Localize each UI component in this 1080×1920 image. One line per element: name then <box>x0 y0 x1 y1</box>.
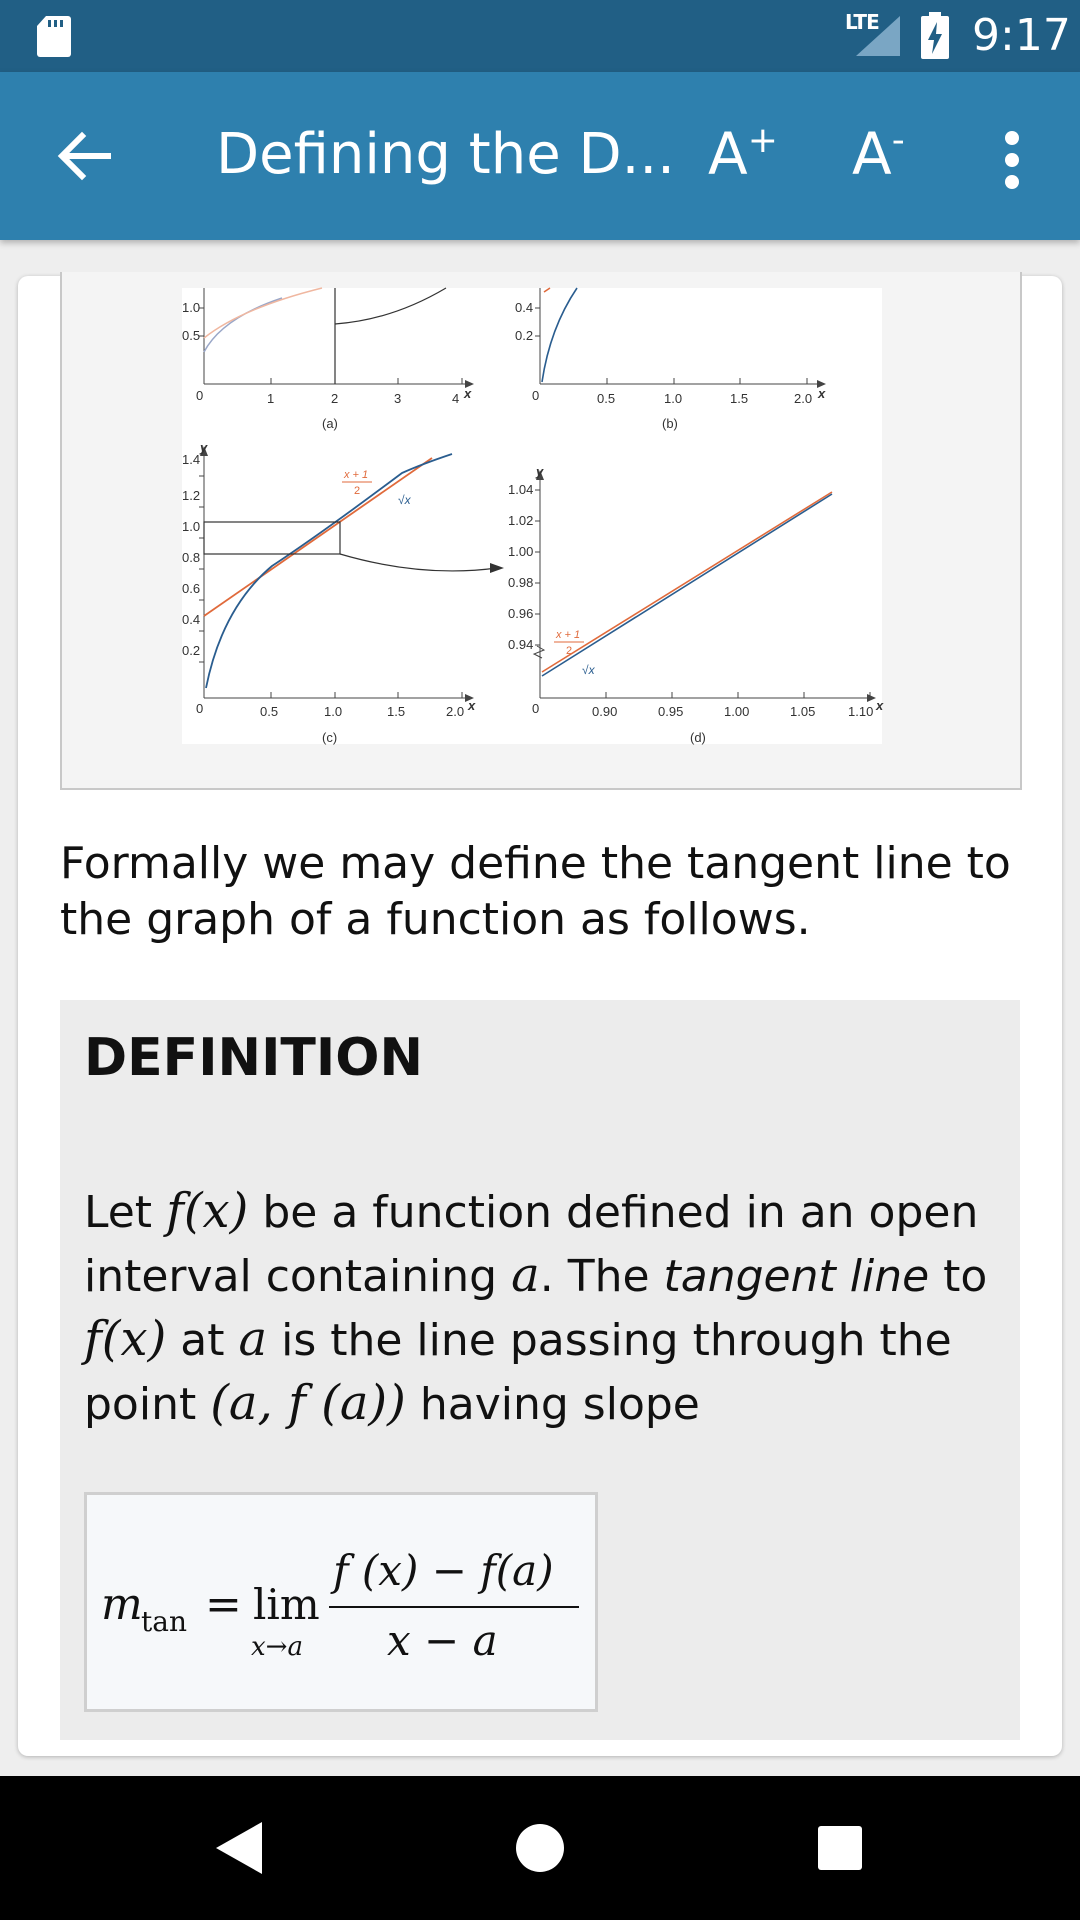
slope-formula <box>87 1495 595 1709</box>
panel-a-xtick-3: 3 <box>394 391 402 406</box>
panel-c-ytick-7: 0.2 <box>182 643 201 658</box>
panel-b-xtick-1: 0.5 <box>597 391 616 406</box>
panel-c-ytick-1: 1.4 <box>182 452 201 467</box>
network-type: LTE <box>845 10 879 34</box>
panel-d-xtick-1: 0.90 <box>592 704 618 719</box>
nav-home-icon[interactable] <box>514 1822 566 1874</box>
definition-box <box>60 1000 1020 1740</box>
panel-d-origin: 0 <box>532 701 540 716</box>
battery-charging-icon <box>920 12 950 60</box>
panel-b-label: (b) <box>662 416 678 431</box>
panel-c-xtick-2: 1.0 <box>324 704 343 719</box>
panel-d-ytick-5: 0.96 <box>508 606 534 621</box>
panel-a-xtick-1: 1 <box>267 391 275 406</box>
panel-d-xtick-4: 1.05 <box>790 704 816 719</box>
back-arrow-icon[interactable] <box>52 124 116 188</box>
def-line3-post: is the line passing through the <box>267 1315 952 1366</box>
tangent-line-term: tangent line <box>663 1251 930 1302</box>
panel-a-xtick-2: 2 <box>331 391 339 406</box>
formula-lim-sub: x→a <box>251 1632 303 1662</box>
decrease-font-button[interactable] <box>852 120 905 188</box>
panel-d-xtick-2: 0.95 <box>658 704 684 719</box>
increase-font-base: A <box>708 120 748 188</box>
panel-b-xaxis: x <box>818 386 826 401</box>
panel-c-xtick-3: 1.5 <box>387 704 406 719</box>
nav-back-icon[interactable] <box>212 1820 264 1876</box>
math-a: a <box>511 1247 540 1303</box>
panel-a-label: (a) <box>322 416 338 431</box>
sd-card-icon <box>36 14 72 58</box>
panel-c-xaxis: x <box>468 698 476 713</box>
panel-d-xtick-5: 1.10 <box>848 704 874 719</box>
def-line1-pre: Let <box>84 1187 167 1238</box>
increase-font-sign: + <box>747 120 778 161</box>
panel-d-ytick-3: 1.00 <box>508 544 534 559</box>
panel-c-line-label: x + 1 <box>344 469 369 481</box>
panel-d-label: (d) <box>690 730 706 745</box>
panel-c-xtick-4: 2.0 <box>446 704 465 719</box>
math-fx-2: f(x) <box>84 1311 167 1367</box>
panel-b-xtick-3: 1.5 <box>730 391 749 406</box>
panel-c-ytick-4: 0.8 <box>182 550 201 565</box>
formula-m: m <box>101 1579 143 1630</box>
panel-b-xtick-4: 2.0 <box>794 391 813 406</box>
signal-icon <box>852 14 900 58</box>
panel-c-yaxis: y <box>200 440 208 455</box>
panel-d-line-den: 2 <box>566 645 573 657</box>
formula-sub-tan: tan <box>141 1605 187 1638</box>
increase-font-button[interactable] <box>708 120 778 188</box>
panel-a-ytick-1: 1.0 <box>182 300 201 315</box>
nav-recents-icon[interactable] <box>816 1824 864 1872</box>
panel-d-line-label: x + 1 <box>556 629 581 641</box>
panel-c-xtick-1: 0.5 <box>260 704 279 719</box>
panel-d-xtick-3: 1.00 <box>724 704 750 719</box>
panel-c-label: (c) <box>322 730 338 745</box>
def-line4-pre: point <box>84 1379 211 1430</box>
def-line2-post: to <box>929 1251 988 1302</box>
figure-frame <box>60 272 1022 790</box>
panel-a-ytick-2: 0.5 <box>182 328 201 343</box>
math-point: (a, f (a)) <box>210 1375 406 1431</box>
tangent-figure <box>182 288 882 748</box>
formula-denominator: x − a <box>387 1616 498 1665</box>
clock: 9:17 <box>972 10 1071 61</box>
navigation-bar <box>0 1776 1080 1920</box>
panel-d-xaxis: x <box>876 698 884 713</box>
panel-d-root-label: √x <box>582 663 595 677</box>
def-line1-post: be a function defined in an open <box>248 1187 979 1238</box>
panel-d-ytick-4: 0.98 <box>508 575 534 590</box>
panel-c-ytick-6: 0.4 <box>182 612 201 627</box>
panel-d-ytick-2: 1.02 <box>508 513 534 528</box>
content-card[interactable] <box>18 276 1062 1756</box>
decrease-font-base: A <box>852 120 892 188</box>
slope-formula-box <box>84 1492 598 1712</box>
definition-heading: DEFINITION <box>84 1028 423 1088</box>
panel-a-xaxis: x <box>464 386 472 401</box>
formula-numerator: f (x) − f(a) <box>333 1546 554 1595</box>
panel-c-root-label: √x <box>398 493 411 507</box>
def-line2-pre: interval containing <box>84 1251 512 1302</box>
panel-b-ytick-2: 0.2 <box>515 328 534 343</box>
page-title: Defining the D... <box>216 122 675 187</box>
formula-equals: = <box>205 1579 242 1630</box>
def-line2-mid: . The <box>539 1251 664 1302</box>
panel-b-origin: 0 <box>532 388 540 403</box>
def-line4-post: having slope <box>405 1379 700 1430</box>
panel-c-ytick-3: 1.0 <box>182 519 201 534</box>
math-a-2: a <box>238 1311 268 1367</box>
more-options-icon[interactable] <box>996 128 1028 192</box>
status-bar <box>0 0 1080 72</box>
decrease-font-sign: - <box>891 120 905 161</box>
app-bar <box>0 72 1080 240</box>
panel-d-yaxis: y <box>536 464 544 479</box>
math-fx: f(x) <box>166 1183 249 1239</box>
definition-text <box>84 1180 1004 1436</box>
panel-c-line-den: 2 <box>354 485 361 497</box>
panel-c-ytick-5: 0.6 <box>182 581 201 596</box>
panel-c-ytick-2: 1.2 <box>182 488 201 503</box>
panel-c-origin: 0 <box>196 701 204 716</box>
panel-d-ytick-1: 1.04 <box>508 482 534 497</box>
def-line3-mid: at <box>166 1315 239 1366</box>
panel-b-xtick-2: 1.0 <box>664 391 683 406</box>
body-paragraph: Formally we may define the tangent line to the graph of a function as follows. <box>60 838 1011 945</box>
panel-a-xtick-4: 4 <box>452 391 460 406</box>
formula-lim: lim <box>253 1580 320 1629</box>
panel-a-origin: 0 <box>196 388 204 403</box>
panel-d-ytick-6: 0.94 <box>508 637 534 652</box>
panel-b-ytick-1: 0.4 <box>515 300 534 315</box>
